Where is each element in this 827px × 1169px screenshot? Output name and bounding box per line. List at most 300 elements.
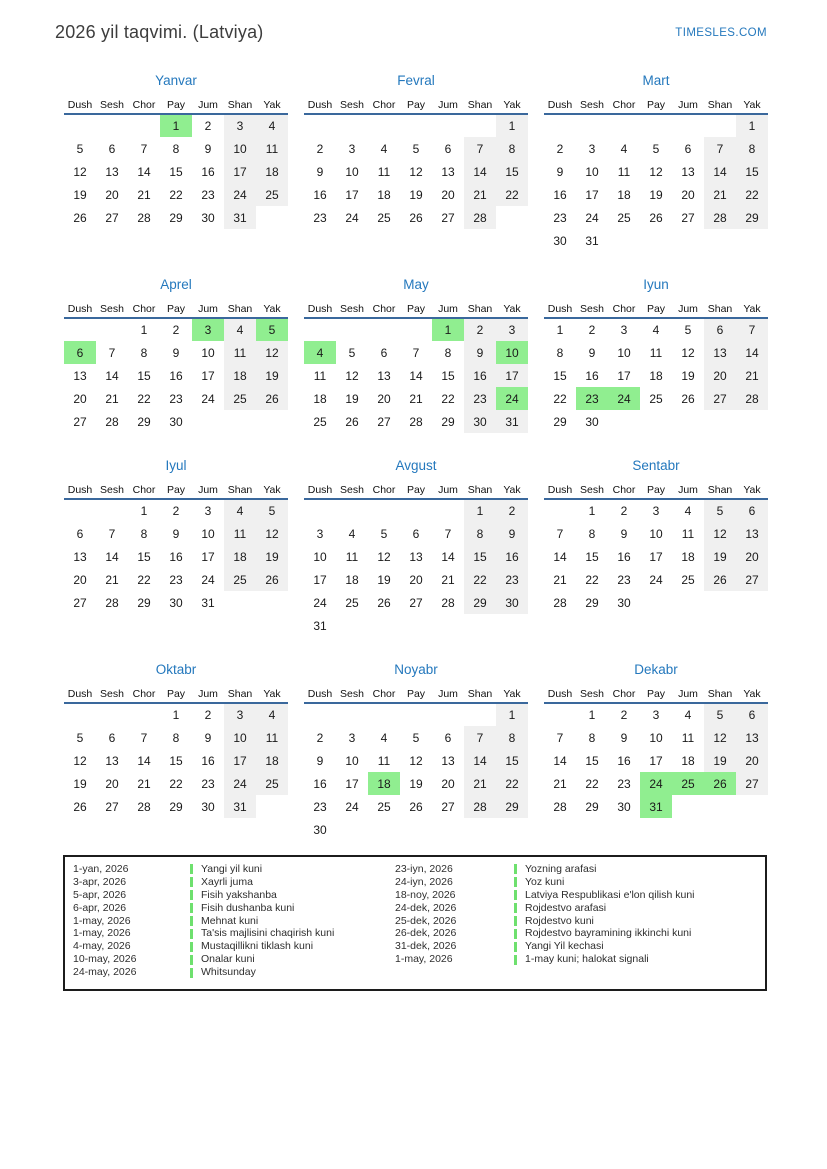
day-cell: 5 — [256, 499, 288, 522]
empty-cell — [544, 114, 576, 137]
legend-entry — [395, 953, 761, 966]
day-cell: 10 — [201, 526, 215, 541]
weekday-label: Dush — [304, 685, 336, 703]
day-cell: 15 — [169, 753, 183, 768]
day-cell: 9 — [316, 164, 324, 179]
day-cell: 2 — [620, 708, 628, 722]
weekday-label: Pay — [400, 300, 432, 318]
weekday-label: Jum — [192, 685, 224, 703]
day-cell: 28 — [553, 799, 567, 814]
day-cell: 7 — [108, 526, 116, 541]
day-cell: 27 — [736, 772, 768, 795]
day-cell: 31 — [224, 795, 256, 818]
day-cell: 21 — [464, 183, 496, 206]
weekday-label: Dush — [304, 96, 336, 114]
day-cell: 18 — [256, 160, 288, 183]
weekday-label: Chor — [608, 685, 640, 703]
day-cell: 29 — [441, 414, 455, 429]
empty-cell — [672, 229, 704, 252]
day-cell: 2 — [620, 504, 628, 518]
day-cell: 7 — [140, 730, 148, 745]
day-cell: 21 — [553, 572, 567, 587]
weekday-label: Sesh — [336, 96, 368, 114]
empty-cell — [704, 114, 736, 137]
day-cell: 26 — [73, 799, 87, 814]
empty-cell — [736, 410, 768, 433]
legend-date: 1-yan, 2026 — [73, 863, 129, 875]
day-cell: 21 — [137, 187, 151, 202]
holiday-tick-icon — [190, 903, 193, 913]
empty-cell — [336, 499, 368, 522]
weekday-label: Yak — [736, 685, 768, 703]
weekday-label: Jum — [432, 96, 464, 114]
day-cell: 22 — [464, 568, 496, 591]
day-cell: 8 — [496, 137, 528, 160]
day-cell: 2 — [316, 141, 324, 156]
month-grid — [64, 96, 288, 229]
legend-date: 25-dek, 2026 — [395, 914, 457, 927]
weekday-label: Yak — [496, 481, 528, 499]
empty-cell — [704, 795, 736, 818]
legend-column-right — [395, 863, 761, 979]
empty-cell — [400, 318, 432, 341]
day-cell: 13 — [704, 341, 736, 364]
day-cell: 27 — [105, 799, 119, 814]
day-cell: 16 — [585, 368, 599, 383]
weekday-label: Dush — [64, 481, 96, 499]
legend-date: 1-may, 2026 — [395, 953, 453, 966]
day-cell: 28 — [464, 795, 496, 818]
weekday-label: Jum — [432, 481, 464, 499]
day-cell: 14 — [704, 160, 736, 183]
day-cell: 3 — [204, 504, 212, 518]
day-cell: 22 — [137, 572, 151, 587]
weekday-label: Sesh — [96, 300, 128, 318]
day-cell: 1 — [556, 323, 564, 337]
day-cell: 10 — [617, 345, 631, 360]
day-cell: 7 — [108, 345, 116, 360]
month-grid — [544, 300, 768, 433]
day-cell: 3 — [224, 114, 256, 137]
month-title: Avgust — [395, 458, 437, 473]
month-grid — [64, 685, 288, 818]
empty-cell — [336, 318, 368, 341]
day-cell: 5 — [684, 323, 692, 337]
day-cell: 12 — [73, 164, 87, 179]
day-cell: 1 — [496, 703, 528, 726]
legend-column-left — [73, 863, 395, 979]
day-cell: 28 — [704, 206, 736, 229]
weekday-label: Jum — [192, 481, 224, 499]
weekday-label: Pay — [400, 96, 432, 114]
day-cell: 28 — [137, 210, 151, 225]
day-cell: 23 — [617, 572, 631, 587]
day-cell: 22 — [496, 183, 528, 206]
day-cell: 15 — [137, 368, 151, 383]
day-cell: 3 — [652, 708, 660, 722]
empty-cell — [464, 614, 496, 637]
site-link[interactable]: TIMESLES.COM — [675, 27, 767, 39]
day-cell: 2 — [316, 730, 324, 745]
legend-entry — [395, 876, 761, 889]
day-cell: 31 — [313, 618, 327, 633]
empty-cell — [608, 114, 640, 137]
day-cell: 4 — [380, 141, 388, 156]
day-cell: 3 — [224, 703, 256, 726]
legend-entry — [73, 889, 395, 902]
day-cell: 26 — [681, 391, 695, 406]
empty-cell — [64, 499, 96, 522]
empty-cell — [96, 499, 128, 522]
weekday-label: Dush — [544, 685, 576, 703]
day-cell: 14 — [105, 549, 119, 564]
weekday-label: Sesh — [96, 96, 128, 114]
day-cell: 7 — [412, 345, 420, 360]
day-cell: 9 — [588, 345, 596, 360]
day-cell: 5 — [412, 730, 420, 745]
day-cell: 27 — [409, 595, 423, 610]
day-cell: 12 — [345, 368, 359, 383]
day-cell: 29 — [585, 595, 599, 610]
day-cell: 14 — [553, 549, 567, 564]
weekday-label: Chor — [128, 300, 160, 318]
day-cell: 28 — [105, 414, 119, 429]
day-cell: 19 — [377, 572, 391, 587]
day-cell: 21 — [441, 572, 455, 587]
weekday-label: Shan — [704, 685, 736, 703]
day-cell: 26 — [73, 210, 87, 225]
day-cell: 30 — [201, 210, 215, 225]
day-cell: 23 — [313, 210, 327, 225]
day-cell: 19 — [704, 545, 736, 568]
day-cell: 29 — [137, 595, 151, 610]
day-cell: 10 — [345, 753, 359, 768]
day-cell: 23 — [576, 387, 608, 410]
day-cell: 12 — [409, 753, 423, 768]
day-cell: 19 — [256, 364, 288, 387]
day-cell: 4 — [224, 318, 256, 341]
month-fevral — [304, 73, 528, 229]
day-cell: 24 — [313, 595, 327, 610]
empty-cell — [672, 114, 704, 137]
legend-date: 23-iyn, 2026 — [395, 863, 453, 875]
day-cell: 9 — [620, 730, 628, 745]
empty-cell — [672, 795, 704, 818]
day-cell: 16 — [201, 164, 215, 179]
legend-holiday-name: Yoz kuni — [525, 875, 565, 888]
legend-entry — [395, 902, 761, 915]
legend-entry — [73, 927, 395, 940]
day-cell: 15 — [496, 749, 528, 772]
day-cell: 31 — [640, 795, 672, 818]
weekday-label: Chor — [128, 481, 160, 499]
day-cell: 27 — [377, 414, 391, 429]
day-cell: 16 — [169, 549, 183, 564]
day-cell: 1 — [172, 708, 180, 722]
day-cell: 23 — [464, 387, 496, 410]
weekday-label: Pay — [400, 481, 432, 499]
holiday-tick-icon — [514, 864, 517, 874]
day-cell: 31 — [201, 595, 215, 610]
empty-cell — [64, 318, 96, 341]
day-cell: 25 — [313, 414, 327, 429]
day-cell: 7 — [556, 730, 564, 745]
legend-entry — [73, 940, 395, 953]
day-cell: 23 — [617, 776, 631, 791]
weekday-label: Sesh — [96, 481, 128, 499]
day-cell: 25 — [256, 772, 288, 795]
weekday-label: Jum — [432, 300, 464, 318]
day-cell: 8 — [588, 730, 596, 745]
empty-cell — [544, 499, 576, 522]
empty-cell — [736, 591, 768, 614]
day-cell: 2 — [556, 141, 564, 156]
day-cell: 24 — [201, 572, 215, 587]
day-cell: 16 — [169, 368, 183, 383]
month-iyun — [544, 277, 768, 433]
empty-cell — [336, 703, 368, 726]
weekday-label: Dush — [64, 96, 96, 114]
month-grid — [304, 685, 528, 841]
weekday-label: Shan — [704, 96, 736, 114]
weekday-label: Shan — [224, 96, 256, 114]
empty-cell — [304, 703, 336, 726]
day-cell: 8 — [172, 141, 180, 156]
day-cell: 29 — [464, 591, 496, 614]
weekday-label: Yak — [496, 96, 528, 114]
empty-cell — [608, 410, 640, 433]
day-cell: 1 — [496, 114, 528, 137]
legend-entry — [73, 915, 395, 928]
day-cell: 25 — [224, 387, 256, 410]
month-grid — [64, 481, 288, 614]
day-cell: 4 — [348, 526, 356, 541]
page-title: 2026 yil taqvimi. (Latviya) — [55, 22, 264, 42]
day-cell: 29 — [585, 799, 599, 814]
day-cell: 11 — [649, 345, 663, 360]
empty-cell — [736, 795, 768, 818]
day-cell: 22 — [169, 187, 183, 202]
day-cell: 20 — [441, 187, 455, 202]
day-cell: 15 — [496, 160, 528, 183]
month-grid — [64, 300, 288, 433]
weekday-label: Sesh — [336, 685, 368, 703]
day-cell: 30 — [617, 799, 631, 814]
day-cell: 17 — [201, 368, 215, 383]
day-cell: 28 — [464, 206, 496, 229]
day-cell: 19 — [409, 776, 423, 791]
day-cell: 4 — [256, 114, 288, 137]
day-cell: 22 — [736, 183, 768, 206]
month-noyabr — [304, 662, 528, 841]
day-cell: 21 — [105, 391, 119, 406]
day-cell: 15 — [464, 545, 496, 568]
day-cell: 4 — [684, 504, 692, 518]
day-cell: 10 — [496, 341, 528, 364]
day-cell: 12 — [409, 164, 423, 179]
day-cell: 23 — [169, 572, 183, 587]
day-cell: 6 — [380, 345, 388, 360]
weekday-label: Jum — [672, 96, 704, 114]
day-cell: 12 — [649, 164, 663, 179]
day-cell: 24 — [640, 772, 672, 795]
holiday-tick-icon — [514, 929, 517, 939]
day-cell: 13 — [377, 368, 391, 383]
weekday-label: Pay — [400, 685, 432, 703]
empty-cell — [576, 114, 608, 137]
day-cell: 17 — [617, 368, 631, 383]
day-cell: 9 — [204, 730, 212, 745]
day-cell: 7 — [140, 141, 148, 156]
legend-entry — [395, 927, 761, 940]
day-cell: 2 — [172, 504, 180, 518]
day-cell: 17 — [649, 549, 663, 564]
legend-holiday-name: Ta'sis majlisini chaqirish kuni — [201, 927, 335, 940]
holiday-tick-icon — [514, 877, 517, 887]
day-cell: 10 — [649, 526, 663, 541]
empty-cell — [400, 703, 432, 726]
empty-cell — [704, 229, 736, 252]
empty-cell — [464, 703, 496, 726]
day-cell: 18 — [681, 753, 695, 768]
day-cell: 9 — [464, 341, 496, 364]
day-cell: 6 — [684, 141, 692, 156]
month-title: May — [403, 277, 429, 292]
legend-entry — [395, 940, 761, 953]
month-title: Iyun — [643, 277, 669, 292]
weekday-label: Dush — [544, 481, 576, 499]
legend-entry — [73, 966, 395, 979]
day-cell: 22 — [496, 772, 528, 795]
day-cell: 13 — [736, 726, 768, 749]
empty-cell — [672, 410, 704, 433]
day-cell: 11 — [681, 730, 695, 745]
day-cell: 17 — [313, 572, 327, 587]
legend-holiday-name: Rojdestvo arafasi — [525, 901, 607, 914]
weekday-label: Jum — [192, 96, 224, 114]
day-cell: 20 — [736, 545, 768, 568]
day-cell: 2 — [204, 119, 212, 133]
day-cell: 20 — [704, 364, 736, 387]
weekday-label: Dush — [544, 300, 576, 318]
day-cell: 8 — [588, 526, 596, 541]
empty-cell — [496, 614, 528, 637]
day-cell: 14 — [464, 160, 496, 183]
day-cell: 7 — [736, 318, 768, 341]
day-cell: 16 — [313, 187, 327, 202]
day-cell: 20 — [377, 391, 391, 406]
day-cell: 22 — [441, 391, 455, 406]
day-cell: 21 — [736, 364, 768, 387]
legend-holiday-name: Onalar kuni — [201, 953, 255, 966]
empty-cell — [96, 114, 128, 137]
day-cell: 20 — [409, 572, 423, 587]
month-grid — [544, 96, 768, 252]
legend-holiday-name: Rojdestvo bayramining ikkinchi kuni — [525, 927, 692, 940]
day-cell: 16 — [313, 776, 327, 791]
day-cell: 23 — [496, 568, 528, 591]
day-cell: 19 — [345, 391, 359, 406]
day-cell: 21 — [105, 572, 119, 587]
month-yanvar — [64, 73, 288, 229]
day-cell: 25 — [224, 568, 256, 591]
weekday-label: Dush — [304, 300, 336, 318]
legend-date: 24-dek, 2026 — [395, 901, 457, 914]
day-cell: 26 — [256, 568, 288, 591]
legend-entry — [395, 863, 761, 876]
day-cell: 26 — [409, 210, 423, 225]
empty-cell — [608, 229, 640, 252]
weekday-label: Dush — [544, 96, 576, 114]
day-cell: 21 — [553, 776, 567, 791]
day-cell: 13 — [105, 753, 119, 768]
day-cell: 28 — [553, 595, 567, 610]
day-cell: 19 — [256, 545, 288, 568]
day-cell: 8 — [444, 345, 452, 360]
day-cell: 16 — [617, 753, 631, 768]
day-cell: 1 — [588, 708, 596, 722]
month-grid — [304, 481, 528, 637]
weekday-label: Pay — [160, 300, 192, 318]
empty-cell — [400, 818, 432, 841]
month-title: Oktabr — [155, 662, 197, 677]
day-cell: 24 — [345, 210, 359, 225]
day-cell: 19 — [73, 776, 87, 791]
day-cell: 14 — [553, 753, 567, 768]
empty-cell — [432, 703, 464, 726]
empty-cell — [368, 614, 400, 637]
month-sentabr — [544, 458, 768, 614]
day-cell: 2 — [204, 708, 212, 722]
empty-cell — [64, 114, 96, 137]
weekday-label: Pay — [640, 685, 672, 703]
month-aprel — [64, 277, 288, 433]
day-cell: 22 — [137, 391, 151, 406]
weekday-label: Chor — [368, 300, 400, 318]
day-cell: 17 — [224, 160, 256, 183]
empty-cell — [256, 206, 288, 229]
day-cell: 6 — [64, 341, 96, 364]
day-cell: 12 — [256, 341, 288, 364]
day-cell: 1 — [736, 114, 768, 137]
weekday-label: Yak — [496, 685, 528, 703]
legend-entry — [395, 889, 761, 902]
weekday-label: Yak — [256, 685, 288, 703]
day-cell: 17 — [345, 187, 359, 202]
day-cell: 13 — [105, 164, 119, 179]
weekday-label: Sesh — [576, 481, 608, 499]
empty-cell — [640, 410, 672, 433]
empty-cell — [256, 795, 288, 818]
weekday-label: Shan — [704, 300, 736, 318]
weekday-label: Sesh — [96, 685, 128, 703]
weekday-label: Shan — [464, 96, 496, 114]
day-cell: 22 — [169, 776, 183, 791]
day-cell: 14 — [441, 549, 455, 564]
day-cell: 18 — [256, 749, 288, 772]
day-cell: 30 — [464, 410, 496, 433]
day-cell: 24 — [224, 183, 256, 206]
legend-date: 31-dek, 2026 — [395, 940, 457, 953]
day-cell: 5 — [412, 141, 420, 156]
weekday-label: Pay — [640, 300, 672, 318]
weekday-label: Shan — [224, 300, 256, 318]
day-cell: 25 — [617, 210, 631, 225]
day-cell: 4 — [224, 499, 256, 522]
day-cell: 13 — [681, 164, 695, 179]
day-cell: 16 — [464, 364, 496, 387]
holiday-tick-icon — [190, 968, 193, 978]
